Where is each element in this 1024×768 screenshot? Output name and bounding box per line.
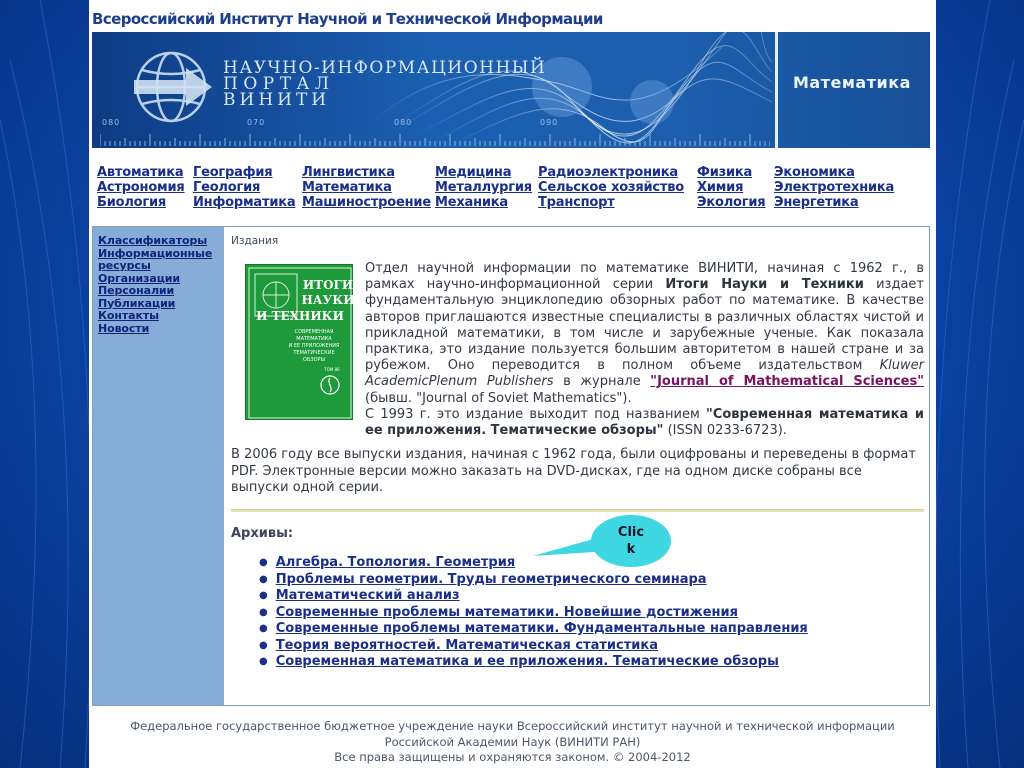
banner-title-line3: ВИНИТИ <box>223 90 331 110</box>
archive-link[interactable]: Современные проблемы математики. Фундаментальные направления <box>275 621 808 636</box>
nav-link[interactable]: Экология <box>697 195 766 210</box>
nav-link[interactable]: Математика <box>302 180 392 195</box>
sidebar-item-publications[interactable]: Публикации <box>98 296 176 310</box>
book-seal-icon <box>321 376 339 394</box>
intro-paragraph <box>365 261 924 439</box>
archive-link[interactable]: Алгебра. Топология. Геометрия <box>275 555 516 570</box>
archives-list <box>259 555 808 671</box>
nav-link[interactable]: Автоматика <box>97 165 184 180</box>
nav-link[interactable]: Экономика <box>774 165 855 180</box>
nav-link[interactable]: Медицина <box>435 165 512 180</box>
book-subtitle-line3: И ЕЕ ПРИЛОЖЕНИЯ <box>288 343 340 349</box>
nav-link[interactable]: Лингвистика <box>302 165 395 180</box>
nav-link[interactable]: Радиоэлектроника <box>538 165 678 180</box>
ruler-label: 080 <box>102 118 121 127</box>
archive-link[interactable]: Современные проблемы математики. Новейшие достижения <box>275 604 738 620</box>
sidebar-item-news[interactable]: Новости <box>98 321 150 335</box>
book-cover-art <box>246 265 354 421</box>
book-volume: ТОМ 86 <box>324 367 340 372</box>
nav-link[interactable]: Сельское хозяйство <box>538 180 685 195</box>
footer-line2: Российской Академии Наук (ВИНИТИ РАН) <box>384 734 641 749</box>
list-item <box>259 621 808 638</box>
intro-journal-title: "Современная математика и ее приложения. Тематические обзоры" <box>365 406 925 439</box>
site-title: Всероссийский Институт Научной и Технической Информации <box>92 10 603 28</box>
book-title-line3: И ТЕХНИКИ <box>256 309 344 323</box>
footer <box>89 719 936 766</box>
bullet-icon: ● <box>259 557 268 568</box>
nav-link[interactable]: Транспорт <box>538 195 615 210</box>
book-subtitle-line4: ТЕМАТИЧЕСКИЕ <box>293 350 335 356</box>
intro-text: С 1993 г. это издание выходит под названием <box>365 406 707 422</box>
nav-column <box>97 165 185 210</box>
web-page <box>89 0 936 768</box>
ruler-scale <box>100 126 770 146</box>
bullet-icon: ● <box>259 656 268 667</box>
bullet-icon: ● <box>259 573 268 585</box>
nav-column <box>538 165 684 210</box>
digitization-paragraph: В 2006 году все выпуски издания, начиная с 1962 года, были оцифрованы и переведены в формат PDF. Электронные версии можно заказать на DVD-дисках, где на одном диске собраны все выпуски одной серии. <box>231 447 916 495</box>
intro-publisher: Kluwer AcademicPlenum Publishers <box>365 358 924 390</box>
journal-link[interactable]: "Journal of Mathematical Sciences" <box>650 374 924 390</box>
bullet-icon: ● <box>259 639 268 651</box>
list-item <box>259 605 808 622</box>
nav-link[interactable]: Физика <box>697 165 753 180</box>
list-item <box>259 588 808 605</box>
archive-link[interactable]: Проблемы геометрии. Труды геометрического семинара <box>275 571 707 587</box>
list-item <box>259 555 808 572</box>
archive-link[interactable]: Теория вероятностей. Математическая статистика <box>275 637 658 653</box>
banner-title-line1: НАУЧНО-ИНФОРМАЦИОННЫЙ <box>223 58 547 78</box>
ruler-label: 070 <box>247 118 266 127</box>
list-item <box>259 654 808 671</box>
divider <box>231 509 924 512</box>
intro-series-name: Итоги Науки и Техники <box>665 277 864 293</box>
book-title-line1: ИТОГИ <box>302 278 354 292</box>
book-subtitle-line5: ОБЗОРЫ <box>303 357 325 363</box>
book-subtitle-line1: СОВРЕМЕННАЯ <box>294 329 334 335</box>
banner-title-line2: ПОРТАЛ <box>223 74 335 94</box>
nav-link[interactable]: География <box>193 165 273 180</box>
nav-column <box>302 165 431 210</box>
section-title: Математика <box>793 73 911 92</box>
sidebar-item-classifiers[interactable]: Классификаторы <box>98 234 208 247</box>
callout-text: Click <box>617 525 645 557</box>
nav-link[interactable]: Химия <box>697 180 744 195</box>
nav-link[interactable]: Электротехника <box>774 180 895 195</box>
nav-link[interactable]: Машиностроение <box>302 195 431 210</box>
intro-text: (бывш. "Journal of Soviet Mathematics"). <box>365 390 632 406</box>
bullet-icon: ● <box>259 590 268 601</box>
sidebar-item-contacts[interactable]: Контакты <box>98 309 159 322</box>
nav-link[interactable]: Металлургия <box>435 180 532 195</box>
book-cover <box>245 264 353 420</box>
book-emblem-icon <box>263 282 289 308</box>
intro-text: Отдел научной информации по математике ВИНИТИ, начиная с 1962 г., в рамках научно-информационной серии <box>365 261 924 293</box>
nav-link[interactable]: Энергетика <box>774 195 859 210</box>
book-title-line2: НАУКИ <box>301 293 354 307</box>
header-banner <box>92 32 930 148</box>
bullet-icon: ● <box>259 623 268 634</box>
ruler-label: 080 <box>394 118 413 127</box>
archive-link[interactable]: Современная математика и ее приложения. Тематические обзоры <box>275 654 779 669</box>
bullet-icon: ● <box>259 606 268 618</box>
archives-heading: Архивы: <box>231 526 294 541</box>
viniti-globe-logo-icon <box>126 42 216 132</box>
nav-column <box>193 165 295 210</box>
book-subtitle-line2: МАТЕМАТИКА <box>296 336 332 342</box>
intro-text: в журнале <box>553 374 651 390</box>
nav-link[interactable]: Геология <box>193 180 261 195</box>
nav-column <box>697 165 765 210</box>
nav-link[interactable]: Информатика <box>193 195 296 210</box>
sidebar-item-resources[interactable]: Информационные ресурсы <box>98 246 213 272</box>
nav-link[interactable]: Астрономия <box>97 180 185 195</box>
sidebar-item-persons[interactable]: Персоналии <box>98 284 175 297</box>
archive-link[interactable]: Математический анализ <box>275 588 460 603</box>
sidebar-item-organizations[interactable]: Организации <box>98 271 180 285</box>
breadcrumb: Издания <box>231 235 279 247</box>
banner-title <box>223 60 546 108</box>
main-content-box <box>92 226 930 706</box>
nav-column <box>435 165 532 210</box>
list-item <box>259 638 808 655</box>
sidebar <box>93 227 224 705</box>
intro-text: (ISSN 0233-6723). <box>663 423 787 439</box>
nav-column <box>774 165 894 210</box>
click-callout <box>591 515 671 567</box>
list-item <box>259 572 808 589</box>
ruler-label: 090 <box>540 118 559 127</box>
footer-line3: Все права защищены и охраняются законом. © 2004-2012 <box>334 750 691 764</box>
intro-text: издает фундаментальную энциклопедию обзорных работ по математике. В качестве авторов приглашаются известные специалисты в различных областях чистой и прикладной математики, в том числе и зарубежные ученые. Как показала практика, это издание пользуется большим авторитетом в нашей стране и за рубежом. Оно переводится в полном объеме издательством <box>365 277 924 374</box>
nav-link[interactable]: Биология <box>97 195 167 210</box>
footer-line1: Федеральное государственное бюджетное учреждение науки Всероссийский институт научной и технической информации <box>130 719 895 733</box>
banner-separator <box>775 32 778 148</box>
nav-link[interactable]: Механика <box>435 195 508 210</box>
